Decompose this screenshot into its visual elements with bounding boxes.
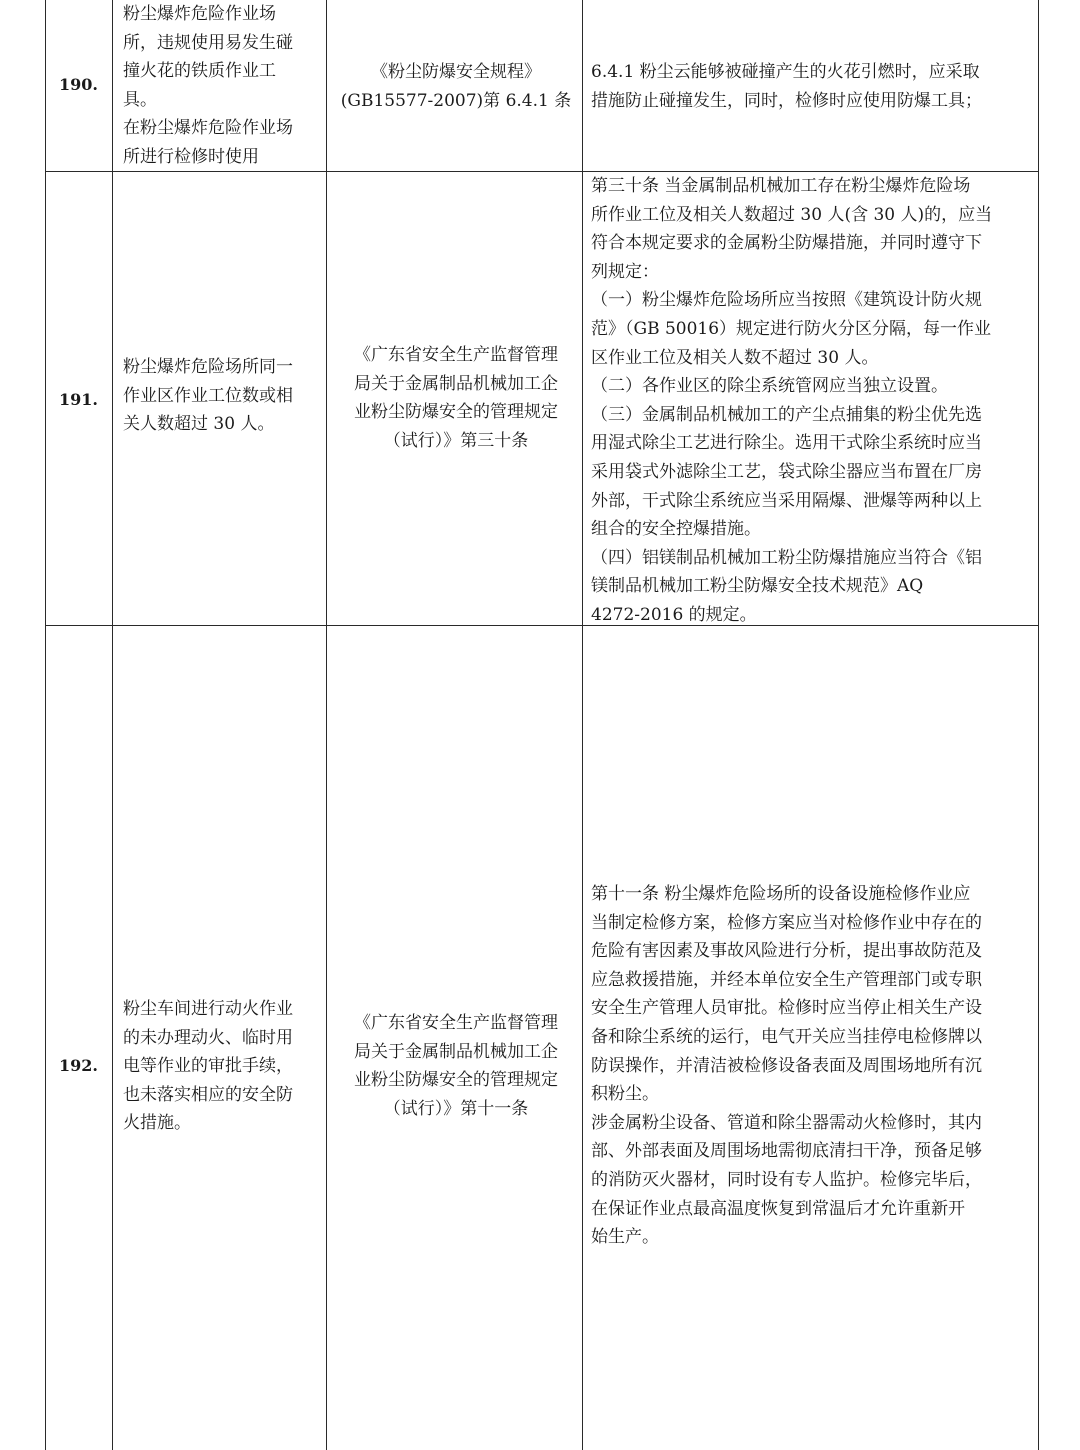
basis-cell: 《粉尘防爆安全规程》 (GB15577-2007)第 6.4.1 条: [340, 62, 572, 111]
table-border-right: [1038, 0, 1039, 1450]
table-border-left: [45, 0, 46, 1450]
column-divider-1: [112, 0, 113, 1450]
issue-cell: 粉尘爆炸危险作业场 所，违规使用易发生碰 撞火花的铁质作业工 具。 在粉尘爆炸危险作业场 所进行检修时使用: [123, 4, 293, 167]
provision-cell: 第十一条 粉尘爆炸危险场所的设备设施检修作业应 当制定检修方案，检修方案应当对检修作业中存在的 危险有害因素及事故风险进行分析，提出事故防范及 应急救援措施，并经本单位安全生产管理部门或专职 安全生产管理人员审批。检修时应当停止相关生产设 备和除尘系统的运行，电气开关应当挂停电检修牌以 防误操作，并清洁被检修设备表面及周围场地所有沉 积粉尘。 涉金属粉尘设备、管道和除尘器需动火检修时，其内 部、外部表面及周围场地需彻底清扫干净，预备足够 的消防灭火器材，同时设有专人监护。检修完毕后， 在保证作业点最高温度恢复到常温后才允许重新开 始生产。: [591, 884, 982, 1248]
row-number: 190.: [59, 75, 98, 94]
row-number: 192.: [59, 1056, 98, 1075]
column-divider-2: [326, 0, 327, 1450]
provision-cell: 6.4.1 粉尘云能够被碰撞产生的火花引燃时，应采取 措施防止碰撞发生，同时，检修时应使用防爆工具；: [591, 62, 982, 111]
issue-cell: 粉尘爆炸危险场所同一 作业区作业工位数或相 关人数超过 30 人。: [123, 357, 293, 435]
column-divider-3: [582, 0, 583, 1450]
issue-cell: 粉尘车间进行动火作业 的未办理动火、临时用 电等作业的审批手续， 也未落实相应的安全防 火措施。: [123, 999, 293, 1134]
provision-cell: 第三十条 当金属制品机械加工存在粉尘爆炸危险场 所作业工位及相关人数超过 30 人(含 30 人)的，应当 符合本规定要求的金属粉尘防爆措施，并同时遵守下 列规定： （一）粉尘爆炸危险场所应当按照《建筑设计防火规 范》（GB 50016）规定进行防火分区分隔，每一作业 区作业工位及相关人数不超过 30 人。 （二）各作业区的除尘系统管网应当独立设置。 （三）金属制品机械加工的产尘点捕集的粉尘优先选 用湿式除尘工艺进行除尘。选用干式除尘系统时应当 采用袋式外滤除尘工艺，袋式除尘器应当布置在厂房 外部，干式除尘系统应当采用隔爆、泄爆等两种以上 组合的安全控爆措施。 （四）铝镁制品机械加工粉尘防爆措施应当符合《铝 镁制品机械加工粉尘防爆安全技术规范》AQ 4272-2016 的规定。: [591, 176, 993, 625]
basis-cell: 《广东省安全生产监督管理 局关于金属制品机械加工企 业粉尘防爆安全的管理规定 （试行）》第三十条: [354, 345, 558, 451]
row-number: 191.: [59, 390, 98, 409]
basis-cell: 《广东省安全生产监督管理 局关于金属制品机械加工企 业粉尘防爆安全的管理规定 （试行）》第十一条: [354, 1013, 558, 1119]
